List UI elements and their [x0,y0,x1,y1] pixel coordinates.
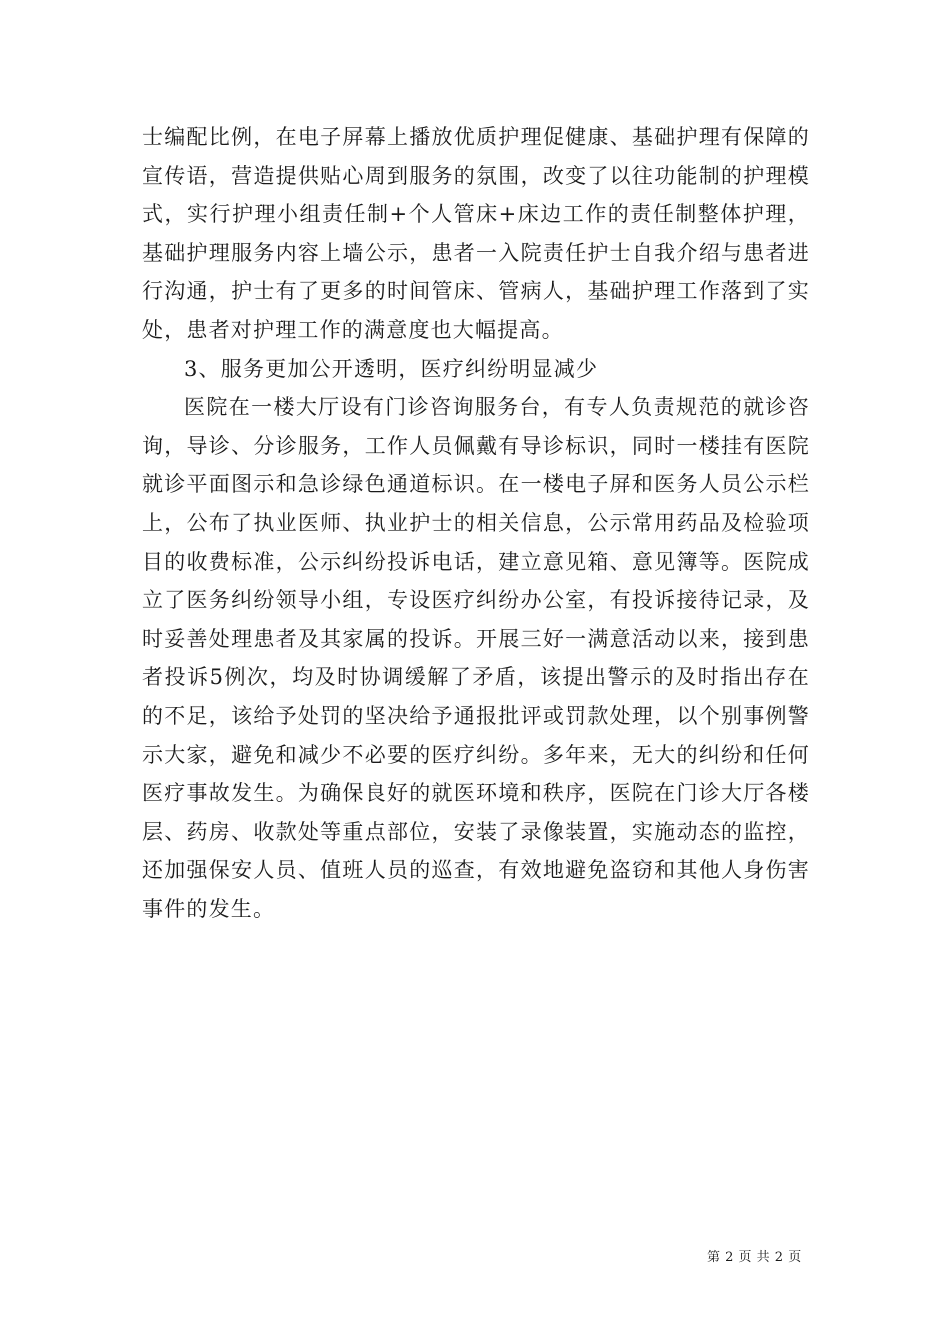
page-number-footer: 第 2 页 共 2 页 [707,1250,802,1265]
document-body [142,118,810,928]
section-heading: 3、服务更加公开透明，医疗纠纷明显减少 [184,356,599,381]
paragraph-body: 医院在一楼大厅设有门诊咨询服务台，有专人负责规范的就诊咨询，导诊、分诊服务，工作人员佩戴有导诊标识，同时一楼挂有医院就诊平面图示和急诊绿色通道标识。在一楼电子屏和医务人员公示栏上，公布了执业医师、执业护士的相关信息，公示常用药品及检验项目的收费标准，公示纠纷投诉电话，建立意见箱、意见簿等。医院成立了医务纠纷领导小组，专设医疗纠纷办公室，有投诉接待记录，及时妥善处理患者及其家属的投诉。开展三好一满意活动以来，接到患者投诉5例次，均及时协调缓解了矛盾，该提出警示的及时指出存在的不足，该给予处罚的坚决给予通报批评或罚款处理，以个别事例警示大家，避免和减少不必要的医疗纠纷。多年来，无大的纠纷和任何医疗事故发生。为确保良好的就医环境和秩序，医院在门诊大厅各楼层、药房、收款处等重点部位，安装了录像装置，实施动态的监控，还加强保安人员、值班人员的巡查，有效地避免盗窃和其他人身伤害事件的发生。 [142,395,810,921]
paragraph-continued: 士编配比例，在电子屏幕上播放优质护理促健康、基础护理有保障的宣传语，营造提供贴心周到服务的氛围，改变了以往功能制的护理模式，实行护理小组责任制+个人管床+床边工作的责任制整体护理，基础护理服务内容上墙公示，患者一入院责任护士自我介绍与患者进行沟通，护士有了更多的时间管床、管病人，基础护理工作落到了实处，患者对护理工作的满意度也大幅提高。 [142,125,810,342]
